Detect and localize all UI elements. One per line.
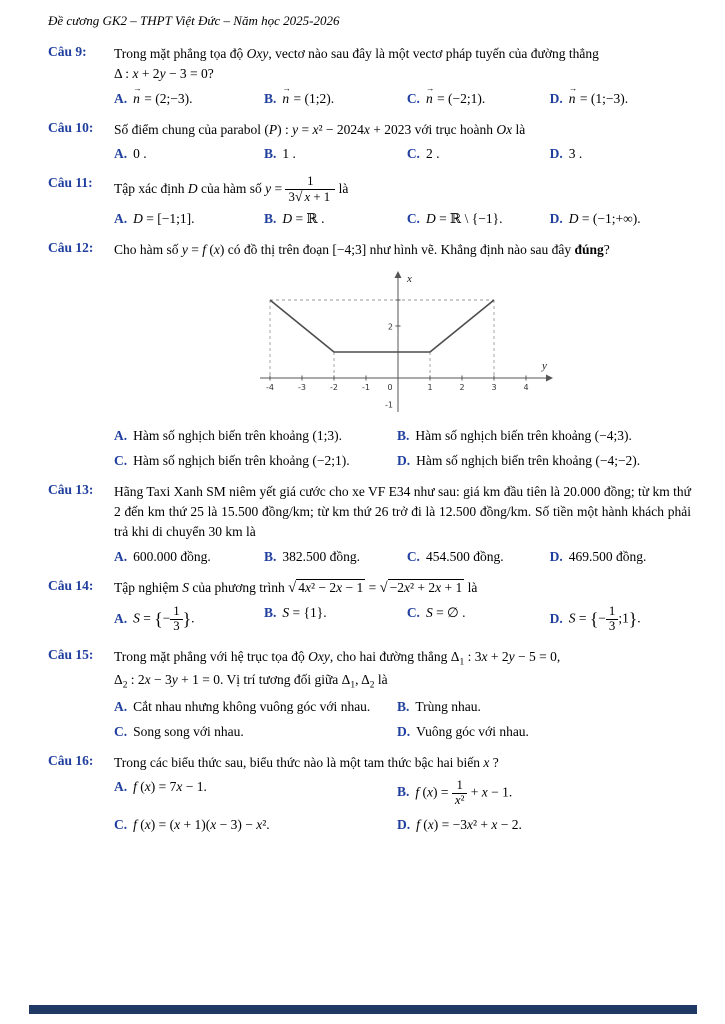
option-text: 1 . (282, 145, 296, 161)
question-label: Câu 15: (48, 647, 94, 663)
option-a (114, 211, 264, 227)
svg-text:2: 2 (387, 322, 393, 332)
footer-bar (29, 1005, 697, 1014)
option-text: Hàm số nghịch biến trên khoảng (−4;3). (415, 427, 632, 443)
option-a (114, 779, 397, 795)
option-letter: D. (397, 452, 411, 468)
question-label: Câu 14: (48, 577, 94, 593)
option-letter: C. (114, 816, 128, 832)
q12-graph (243, 268, 563, 418)
option-b (264, 91, 407, 107)
option-text: D = ℝ . (282, 210, 325, 226)
option-text: n → = (−2;1). (426, 91, 485, 107)
option-letter: A. (114, 698, 128, 714)
option-letter: B. (397, 427, 410, 443)
option-letter: A. (114, 210, 128, 226)
option-text: n → = (2;−3). (133, 91, 192, 107)
option-text: f (x) = (x + 1)(x − 3) − x². (133, 816, 270, 832)
option-a (114, 605, 264, 634)
question-body (114, 753, 691, 833)
option-a (114, 146, 264, 162)
question-body (114, 240, 691, 469)
option-text: Song song với nhau. (133, 723, 244, 739)
option-d (550, 91, 691, 107)
q12-figure (114, 268, 691, 418)
question-text: Tập nghiệm S của phương trình √ 4x² − 2x − 1 = √ −2x² + 2x + 1 là (114, 579, 478, 596)
option-letter: B. (264, 210, 277, 226)
option-letter: C. (406, 548, 420, 564)
option-c (114, 817, 397, 833)
options-row (114, 428, 691, 469)
option-letter: D. (397, 816, 411, 832)
option-letter: A. (114, 90, 128, 106)
question-label: Câu 12: (48, 239, 94, 255)
question-label: Câu 9: (48, 44, 87, 59)
option-text: S = {− $\frac{1}{3}$ ;1}. (568, 604, 641, 634)
option-text: Hàm số nghịch biến trên khoảng (−2;1). (133, 452, 350, 468)
document-header: Đề cương GK2 – THPT Việt Đức – Năm học 2025-2026 (48, 13, 340, 28)
svg-text:-1: -1 (361, 382, 370, 392)
question-11 (48, 175, 691, 227)
option-text: Cắt nhau nhưng không vuông góc với nhau. (133, 698, 371, 714)
option-letter: A. (114, 427, 128, 443)
option-b (397, 699, 691, 715)
question-9 (48, 44, 691, 107)
option-letter: D. (549, 610, 563, 626)
option-c (407, 146, 550, 162)
option-text: 454.500 đồng. (425, 548, 504, 564)
option-text: 3 . (568, 145, 583, 161)
option-d (397, 453, 691, 469)
option-letter: C. (114, 452, 128, 468)
options-row (114, 146, 691, 162)
option-letter: C. (406, 605, 420, 621)
question-10 (48, 120, 691, 162)
option-a (114, 428, 397, 444)
option-b (397, 428, 691, 444)
question-body (114, 44, 691, 107)
options-row (114, 211, 691, 227)
question-text: Tập xác định D của hàm số y = $\frac{1}{3√ x + 1}$ là (114, 173, 349, 204)
question-body (114, 175, 691, 227)
option-letter: B. (397, 784, 410, 800)
options-row (114, 91, 691, 107)
option-letter: B. (264, 605, 277, 621)
question-15 (48, 647, 691, 740)
option-c (407, 91, 550, 107)
options-row (114, 699, 691, 740)
option-text: n → = (1;−3). (569, 91, 628, 107)
option-letter: A. (114, 145, 128, 161)
option-letter: D. (549, 548, 563, 564)
option-d (397, 724, 691, 740)
svg-text:-3: -3 (297, 382, 306, 392)
option-d (550, 211, 691, 227)
option-b (264, 146, 407, 162)
option-letter: A. (114, 548, 128, 564)
option-d (550, 549, 691, 565)
svg-text:-4: -4 (265, 382, 274, 392)
option-c (114, 453, 397, 469)
option-text: 600.000 đồng. (133, 548, 211, 564)
svg-text:1: 1 (426, 382, 433, 392)
option-c (407, 549, 550, 565)
svg-text:y: y (541, 359, 547, 372)
option-text: f (x) = −3x² + x − 2. (416, 816, 522, 832)
svg-text:4: 4 (522, 382, 529, 392)
question-text: Trong mặt phẳng tọa độ Oxy, vectơ nào sau đây là một vectơ pháp tuyến của đường thẳng Δ : x + 2y − 3 = 0? (114, 46, 599, 82)
svg-text:3: 3 (490, 382, 497, 392)
option-letter: A. (114, 610, 128, 626)
option-d (550, 605, 691, 634)
svg-text:-1: -1 (384, 400, 393, 410)
option-a (114, 549, 264, 565)
question-text: Số điểm chung của parabol (P) : y = x² − 2024x + 2023 với trục hoành Ox là (114, 121, 526, 137)
option-c (407, 211, 550, 227)
question-label: Câu 13: (48, 481, 94, 497)
option-text: 382.500 đồng. (282, 548, 361, 564)
option-text: S = {1}. (282, 605, 327, 621)
option-c (407, 605, 550, 621)
option-letter: D. (549, 90, 563, 106)
option-text: Hàm số nghịch biến trên khoảng (1;3). (133, 427, 342, 443)
option-text: 2 . (425, 145, 440, 161)
option-text: D = [−1;1]. (133, 210, 195, 226)
option-letter: B. (397, 698, 410, 714)
option-letter: D. (397, 723, 411, 739)
option-text: Vuông góc với nhau. (416, 723, 529, 739)
option-letter: D. (549, 145, 563, 161)
option-b (264, 549, 407, 565)
option-letter: B. (264, 145, 277, 161)
option-text: Trùng nhau. (415, 698, 481, 714)
option-a (114, 699, 397, 715)
svg-text:0: 0 (386, 382, 393, 392)
option-text: S = {− $\frac{1}{3}$ }. (133, 604, 195, 634)
option-letter: B. (264, 90, 277, 106)
option-text: D = ℝ \ {−1}. (425, 210, 503, 226)
options-row (114, 605, 691, 634)
option-b (264, 211, 407, 227)
svg-text:-2: -2 (329, 382, 338, 392)
question-text: Trong các biểu thức sau, biểu thức nào là một tam thức bậc hai biến x ? (114, 754, 499, 770)
options-row (114, 779, 691, 833)
question-body (114, 647, 691, 740)
option-letter: B. (264, 548, 277, 564)
option-text: n → = (1;2). (282, 91, 334, 107)
option-b (397, 779, 691, 808)
option-text: f (x) = $\frac{1}{\text{x²}}$ + x − 1. (415, 778, 513, 807)
svg-text:2: 2 (458, 382, 465, 392)
option-text: S = ∅ . (425, 605, 466, 621)
options-row (114, 549, 691, 565)
question-body (114, 482, 691, 565)
question-text: Cho hàm số y = f (x) có đồ thị trên đoạn [−4;3] như hình vẽ. Khẳng định nào sau đây đúng? (114, 241, 610, 257)
option-letter: C. (406, 210, 420, 226)
question-text: Hãng Taxi Xanh SM niêm yết giá cước cho xe VF E34 như sau: giá km đầu tiên là 20.000 đồng; từ km thứ 2 đến km thứ 25 là 15.500 đồng/km; từ km thứ 26 trở đi là 12.500 đồng/km. Số tiền một hành khách phải trả khi di chuyển 30 km là (114, 483, 691, 540)
question-14 (48, 578, 691, 635)
question-13 (48, 482, 691, 565)
option-letter: C. (406, 90, 420, 106)
option-text: 0 . (133, 145, 147, 161)
question-text: Trong mặt phẳng với hệ trục tọa độ Oxy, cho hai đường thẳng $\Delta_1$ : 3x + 2y − 5 = 0, $\Delta_2$ : 2x − 3y + 1 = 0. Vị trí tương đối giữa $\Delta_1$, $\Delta_2$ là (114, 649, 561, 691)
option-letter: D. (549, 210, 563, 226)
svg-text:x: x (406, 272, 412, 285)
question-label: Câu 10: (48, 119, 94, 135)
option-letter: C. (406, 145, 420, 161)
option-text: D = (−1;+∞). (568, 210, 641, 226)
question-12 (48, 240, 691, 469)
option-b (264, 605, 407, 621)
question-body (114, 578, 691, 635)
option-text: 469.500 đồng. (568, 548, 647, 564)
option-a (114, 91, 264, 107)
question-label: Câu 16: (48, 752, 94, 768)
option-d (550, 146, 691, 162)
option-letter: A. (114, 779, 128, 795)
option-c (114, 724, 397, 740)
option-text: Hàm số nghịch biến trên khoảng (−4;−2). (416, 452, 641, 468)
question-label: Câu 11: (48, 174, 93, 190)
question-16 (48, 753, 691, 833)
option-letter: C. (114, 723, 128, 739)
question-body (114, 120, 691, 162)
option-text: f (x) = 7x − 1. (133, 779, 207, 795)
option-d (397, 817, 691, 833)
